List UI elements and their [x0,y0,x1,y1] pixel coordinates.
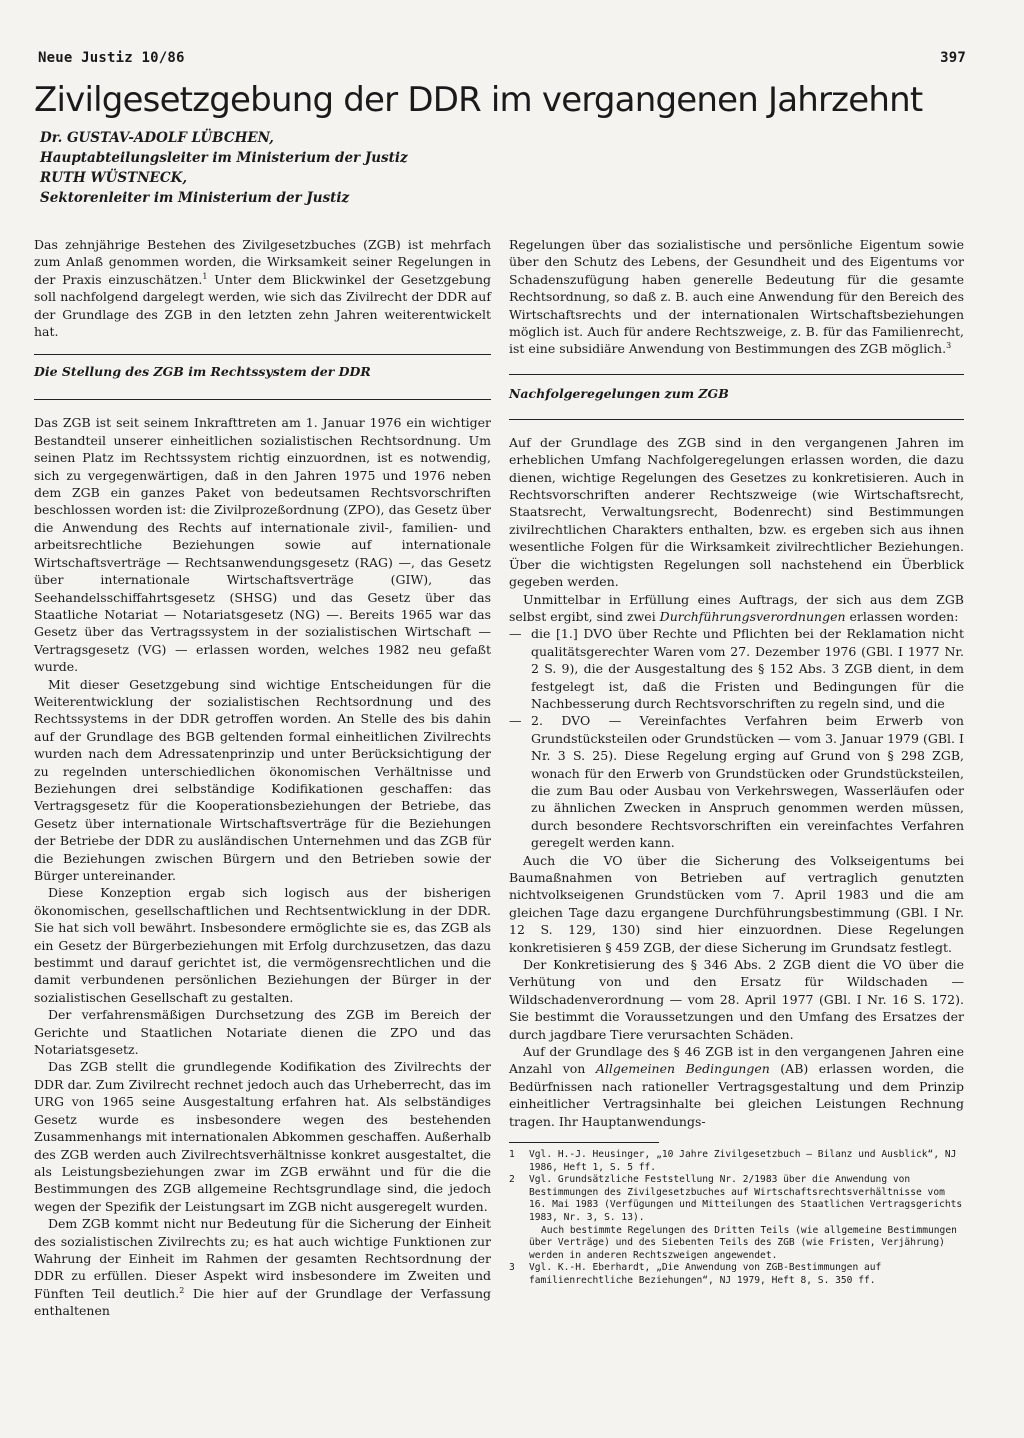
list-item: — die [1.] DVO über Rechte und Pflichten bei der Reklamation nicht qualitätsgerechter Waren vom 27. Dezember 1976 (GBl. I 1977 Nr. 2 S. 9), die der Ausgestaltung des § 152 Abs. 3 ZGB dient, in dem festgelegt ist, daß die Fristen und Bedingungen für die Nachbesserung durch Rechtsvorschriften zu regeln sind, und die [509,626,964,711]
footnote-ref-1: 1 [202,271,208,281]
body-paragraph: Dem ZGB kommt nicht nur Bedeutung für die Sicherung der Einheit des sozialistischen Zivilrechts zu; es hat auch wichtige Funktionen zur Wahrung der Einheit im Rahmen der gesamten Rechtsordnung der DDR zu erfüllen. Dieser Aspekt wird insbesondere im Zweiten und Fünften Teil deutlich.$^2$ Die hier auf der Grundlage der Verfassung enthaltenen [34,1216,491,1319]
author-2-role: Sektorenleiter im Ministerium der Justiz [40,190,350,206]
footnote: 3 Vgl. K.-H. Eberhardt, „Die Anwendung von ZGB-Bestimmungen auf familienrechtliche Beziehungen“, NJ 1979, Heft 8, S. 350 ff. [509,1262,882,1287]
article-title: Zivilgesetzgebung der DDR im vergangenen Jahrzehnt [34,80,923,120]
body-paragraph: Unmittelbar in Erfüllung eines Auftrags, der sich aus dem ZGB selbst ergibt, sind zwei Durchführungsverordnungen erlassen worden: [509,591,964,624]
body-paragraph: Diese Konzeption ergab sich logisch aus der bisherigen ökonomischen, gesellschaftlichen und Rechtsentwicklung in der DDR. Sie hat sich voll bewährt. Insbesondere ermöglichte sie es, das ZGB als ein Gesetz der Bürgerbeziehungen mit Erfolg durchzusetzen, das dazu bestimmt und darauf gerichtet ist, die vermögensrechtlichen und die damit verbundenen persönlichen Beziehungen der Bürger in der sozialistischen Gesellschaft zu gestalten. [34,885,491,1005]
section-heading-stellung: Die Stellung des ZGB im Rechtssystem der DDR [34,354,491,381]
body-paragraph: Regelungen über das sozialistische und persönliche Eigentum sowie über den Schutz des Lebens, der Gesundheit und des Eigentums vor Schadenszufügung haben generelle Bedeutung für die gesamte Rechtsordnung, so daß z. B. auch eine Anwendung für den Bereich des Wirtschaftsrechts und der internationalen Wirtschaftsbeziehungen möglich ist. Auch für andere Rechtszweige, z. B. für das Familienrecht, ist eine subsidiäre Anwendung von Bestimmungen des ZGB möglich.$^3$ [509,237,964,357]
body-paragraph: Auf der Grundlage des ZGB sind in den vergangenen Jahren im erheblichen Umfang Nachfolgeregelungen erlassen worden, die dazu dienen, wichtige Regelungen des Gesetzes zu konkretisieren. Auch in Rechtsvorschriften anderer Rechtszweige (wie Wirtschaftsrecht, Staatsrecht, Verwaltungsrecht, Bodenrecht) sind Bestimmungen zivilrechtlichen Charakters enthalten, bzw. es ergeben sich aus ihnen wesentliche Folgen für die Wirksamkeit zivilrechtlicher Beziehungen. Über die wichtigsten Regelungen soll nachstehend ein Überblick gegeben werden. [509,434,964,590]
list-item: — 2. DVO — Vereinfachtes Verfahren beim Erwerb von Grundstücksteilen oder Grundstücken — vom 3. Januar 1979 (GBl. I Nr. 3 S. 25). Diese Regelung erging auf Grund von § 298 ZGB, wonach für den Erwerb von Grundstücken oder Grundstücksteilen, die zum Bau oder Ausbau von Verkehrswegen, Wasserläufen oder zu ähnlichen Zwecken in Anspruch genommen werden müssen, durch besondere Rechtsvorschriften ein vereinfachtes Verfahren geregelt werden kann. [509,713,964,851]
section-heading-nachfolge: Nachfolgeregelungen zum ZGB [509,385,729,401]
right-column [509,236,964,1288]
author-block [40,128,640,208]
intro-paragraph: Das zehnjährige Bestehen des Zivilgesetzbuches (ZGB) ist mehrfach zum Anlaß genommen worden, die Wirksamkeit seiner Regelungen in der Praxis einzuschätzen.$^1$ Unter dem Blickwinkel der Gesetzgebung soll nachfolgend dargelegt werden, wie sich das Zivilrecht der DDR auf der Grundlage des ZGB in den letzten zehn Jahren weiterentwickelt hat. [34,237,491,340]
journal-issue: Neue Justiz 10/86 [38,50,185,66]
footnote-ref-2: 2 [179,1285,185,1295]
footnote-divider [509,1142,659,1143]
body-paragraph: Der Konkretisierung des § 346 Abs. 2 ZGB dient die VO über die Verhütung von und den Ersatz für Wildschaden — Wildschadenverordnung — vom 28. April 1977 (GBl. I Nr. 16 S. 172). Sie bestimmt die Voraussetzungen und den Umfang des Ersatzes der durch jagdbare Tiere verursachten Schäden. [509,957,964,1042]
footnote: 2 Vgl. Grundsätzliche Feststellung Nr. 2/1983 über die Anwendung von Bestimmungen des Zivilgesetzbuches auf Wirtschaftsrechtsverhältnisse vom 16. Mai 1983 (Verfügungen und Mitteilungen des Staatlichen Vertragsgerichts 1983, Nr. 3, S. 13). [509,1174,963,1224]
footnote: 1 Vgl. H.-J. Heusinger, „10 Jahre Zivilgesetzbuch — Bilanz und Ausblick“, NJ 1986, Heft 1, S. 5 ff. [509,1149,957,1173]
body-paragraph: Das ZGB stellt die grundlegende Kodifikation des Zivilrechts der DDR dar. Zum Zivilrecht rechnet jedoch auch das Urheberrecht, das im URG von 1965 seine Ausgestaltung erfahren hat. Als selbständiges Gesetz wurde es insbesondere wegen des bestehenden Zusammenhangs mit internationalen Abkommen geschaffen. Außerhalb des ZGB werden auch Zivilrechtsverhältnisse konkret ausgestaltet, die als Leistungsbeziehungen zwar im ZGB erwähnt und für die die Bestimmungen des ZGB allgemeine Rechtsgrundlage sind, die jedoch wegen der Spezifik der Leistungsart im ZGB nicht ausgeregelt wurden. [34,1059,491,1214]
footnote-continuation: Auch bestimmte Regelungen des Dritten Teils (wie allgemeine Bestimmungen über Verträge) und des Siebenten Teils des ZGB (wie Fristen, Verjährung) werden in anderen Rechtszweigen angewendet. [529,1224,957,1261]
author-1-role: Hauptabteilungsleiter im Ministerium der Justiz [40,150,408,166]
author-2-name: RUTH WÜSTNECK, [40,170,188,186]
left-column [34,236,491,1320]
body-paragraph: Auch die VO über die Sicherung des Volkseigentums bei Baumaßnahmen von Betrieben auf vertraglich genutzten nichtvolkseigenen Grundstücken vom 7. April 1983 und die am gleichen Tage dazu ergangene Durchführungsbestimmung (GBl. I Nr. 12 S. 129, 130) sind hier einzuordnen. Diese Regelungen konkretisieren § 459 ZGB, der diese Sicherung im Grundsatz festlegt. [509,852,964,955]
footnote-ref-3: 3 [946,341,952,351]
author-1-name: Dr. GUSTAV-ADOLF LÜBCHEN, [40,130,274,146]
body-paragraph: Auf der Grundlage des § 46 ZGB ist in den vergangenen Jahren eine Anzahl von Allgemeinen Bedingungen (AB) erlassen worden, die Bedürfnissen nach rationeller Vertragsgestaltung und dem Prinzip einheitlicher Vertragsinhalte bei gleichen Leistungen Rechnung tragen. Ihr Hauptanwendungs- [509,1044,964,1129]
body-paragraph: Der verfahrensmäßigen Durchsetzung des ZGB im Bereich der Gerichte und Staatlichen Notariate dienen die ZPO und das Notariatsgesetz. [34,1007,491,1058]
body-paragraph: Mit dieser Gesetzgebung sind wichtige Entscheidungen für die Weiterentwicklung der sozialistischen Rechtsordnung und des Rechtssystems in der DDR getroffen worden. An Stelle des bis dahin auf der Grundlage des BGB geltenden formal einheitlichen Zivilrechts wurden nach dem Adressatenprinzip und unter Berücksichtigung der zu regelnden unterschiedlichen ökonomischen Verhältnisse und Beziehungen drei selbständige Kodifikationen geschaffen: das Vertragsgesetz für die Kooperationsbeziehungen der Betriebe, das Gesetz über internationale Wirtschaftsverträge für die Beziehungen der Betriebe der DDR zu ausländischen Unternehmen und das ZGB für die Beziehungen zwischen Bürgern und den Betrieben sowie der Bürger untereinander. [34,676,491,883]
body-paragraph: Das ZGB ist seit seinem Inkrafttreten am 1. Januar 1976 ein wichtiger Bestandteil unserer einheitlichen sozialistischen Rechtsordnung. Um seinen Platz im Rechtssystem richtig einzuordnen, ist es notwendig, sich zu vergegenwärtigen, daß in den Jahren 1975 und 1976 neben dem ZGB ein ganzes Paket von bedeutsamen Rechtsvorschriften beschlossen worden ist: die Zivilprozeßordnung (ZPO), das Gesetz über die Anwendung des Rechts auf internationale zivil-, familien- und arbeitsrechtliche Beziehungen sowie auf internationale Wirtschaftsverträge — Rechtsanwendungsgesetz (RAG) —, das Gesetz über internationale Wirtschaftsverträge (GIW), das Seehandelsschiffahrtsgesetz (SHSG) und das Gesetz über das Staatliche Notariat — Notariatsgesetz (NG) —. Bereits 1965 war das Gesetz über das Vertragssystem in der sozialistischen Wirtschaft — Vertragsgesetz (VG) — erlassen worden, welches 1982 neu gefaßt wurde. [34,415,491,675]
page-number: 397 [940,50,966,66]
